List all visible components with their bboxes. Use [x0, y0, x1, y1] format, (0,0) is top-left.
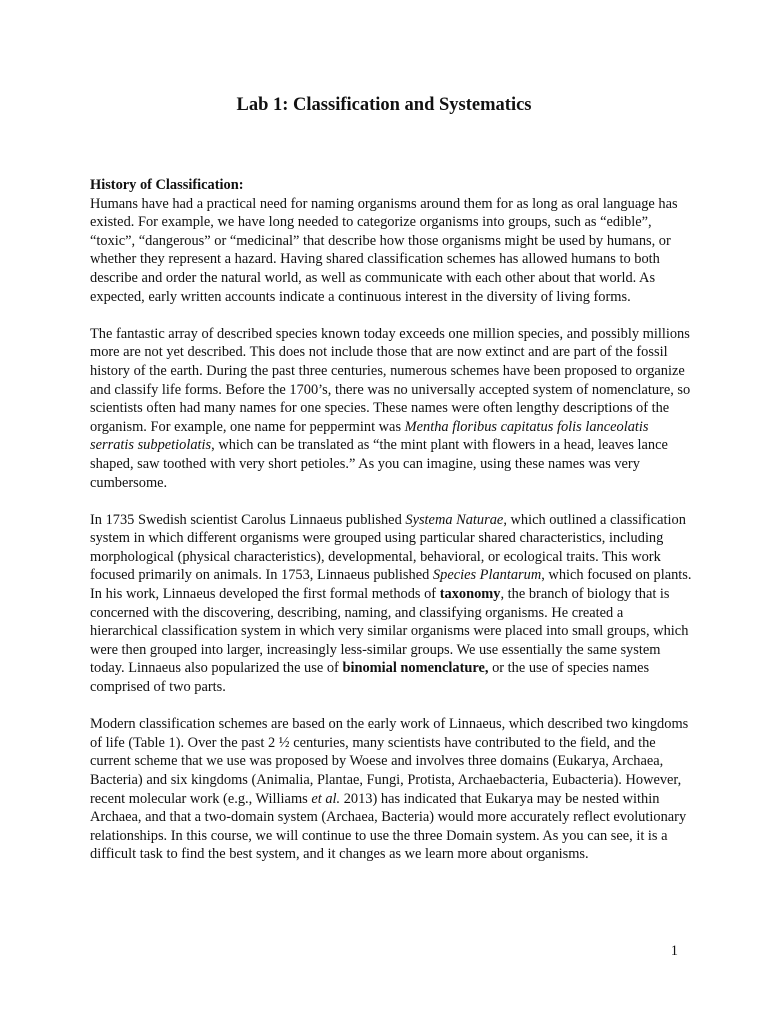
- systema-naturae-title: Systema Naturae: [405, 511, 504, 528]
- term-taxonomy: taxonomy: [439, 586, 501, 603]
- paragraph-3-text-e: or the use of species names comprised of two parts.: [90, 660, 650, 696]
- document-body: [90, 176, 692, 883]
- paragraph-4-text-b: 2013) has indicated that Eukarya may be nested within Archaea, and that a two-domain system (Archaea, Bacteria) would more accurately reflect evolutionary relationships. In this course, we will continue to use the three Domain system. As you can see, it is a difficult task to find the best system, and it changes as we learn more about organisms.: [90, 790, 687, 863]
- paragraph-4-text-a: Modern classification schemes are based on the early work of Linnaeus, which described two kingdoms of life (Table 1). Over the past 2 ½ centuries, many scientists have contributed to the field, and the current scheme that we use was proposed by Woese and involves three domains (Eukarya, Archaea, Bacteria) and six kingdoms (Animalia, Plantae, Fungi, Protista, Archaebacteria, Eubacteria). However, recent molecular work (e.g., Williams: [90, 716, 689, 807]
- paragraph-1-text: Humans have had a practical need for naming organisms around them for as long as oral language has existed. For example, we have long needed to categorize organisms into groups, such as “edible”, “toxic”, “dangerous” or “medicinal” that describe how those organisms might be used by humans, or whether they represent a hazard. Having shared classification schemes has allowed humans to both describe and order the natural world, as well as communicate with each other about that world. As expected, early written accounts indicate a continuous interest in the diversity of living forms.: [90, 195, 678, 305]
- section-heading: History of Classification:: [90, 177, 244, 193]
- paragraph-3: [90, 511, 692, 697]
- paragraph-3-text-c: , which focused on plants. In his work, Linnaeus developed the first formal methods of: [90, 567, 692, 603]
- paragraph-3-text-d: , the branch of biology that is concerned with the discovering, describing, naming, and classifying organisms. He created a hierarchical classification system in which very similar organisms were placed into small groups, which were then grouped into larger, increasingly less-similar groups. We use essentially the same system today. Linnaeus also popularized the use of: [90, 586, 689, 677]
- paragraph-4: [90, 715, 692, 864]
- paragraph-2-text-b: , which can be translated as “the mint plant with flowers in a head, leaves lance shaped, saw toothed with very short petioles.” As you can imagine, using these names was very cumbersome.: [90, 437, 668, 491]
- paragraph-2: [90, 325, 692, 492]
- page-title: Lab 1: Classification and Systematics: [236, 95, 532, 115]
- paragraph-3-text-a: In 1735 Swedish scientist Carolus Linnaeus published: [90, 511, 406, 528]
- peppermint-latin-name: Mentha floribus capitatus folis lanceolatis serratis subpetiolatis: [90, 418, 649, 454]
- et-al: et al.: [311, 790, 341, 807]
- term-binomial-nomenclature: binomial nomenclature,: [342, 660, 489, 677]
- paragraph-2-text-a: The fantastic array of described species known today exceeds one million species, and possibly millions more are not yet described. This does not include those that are now extinct and are part of the fossil history of the earth. During the past three centuries, numerous schemes have been proposed to organize and classify life forms. Before the 1700’s, there was no universally accepted system of nomenclature, so scientists often had many names for one species. These names were often lengthy descriptions of the organism. For example, one name for peppermint was: [90, 325, 691, 435]
- paragraph-history: [90, 176, 692, 306]
- species-plantarum-title: Species Plantarum: [432, 567, 542, 584]
- paragraph-3-text-b: , which outlined a classification system in which different organisms were grouped using particular shared characteristics, including morphological (physical characteristics), developmental, behavioral, or ecological traits. This work focused primarily on animals. In 1753, Linnaeus published: [90, 511, 686, 584]
- page-number: 1: [670, 943, 678, 959]
